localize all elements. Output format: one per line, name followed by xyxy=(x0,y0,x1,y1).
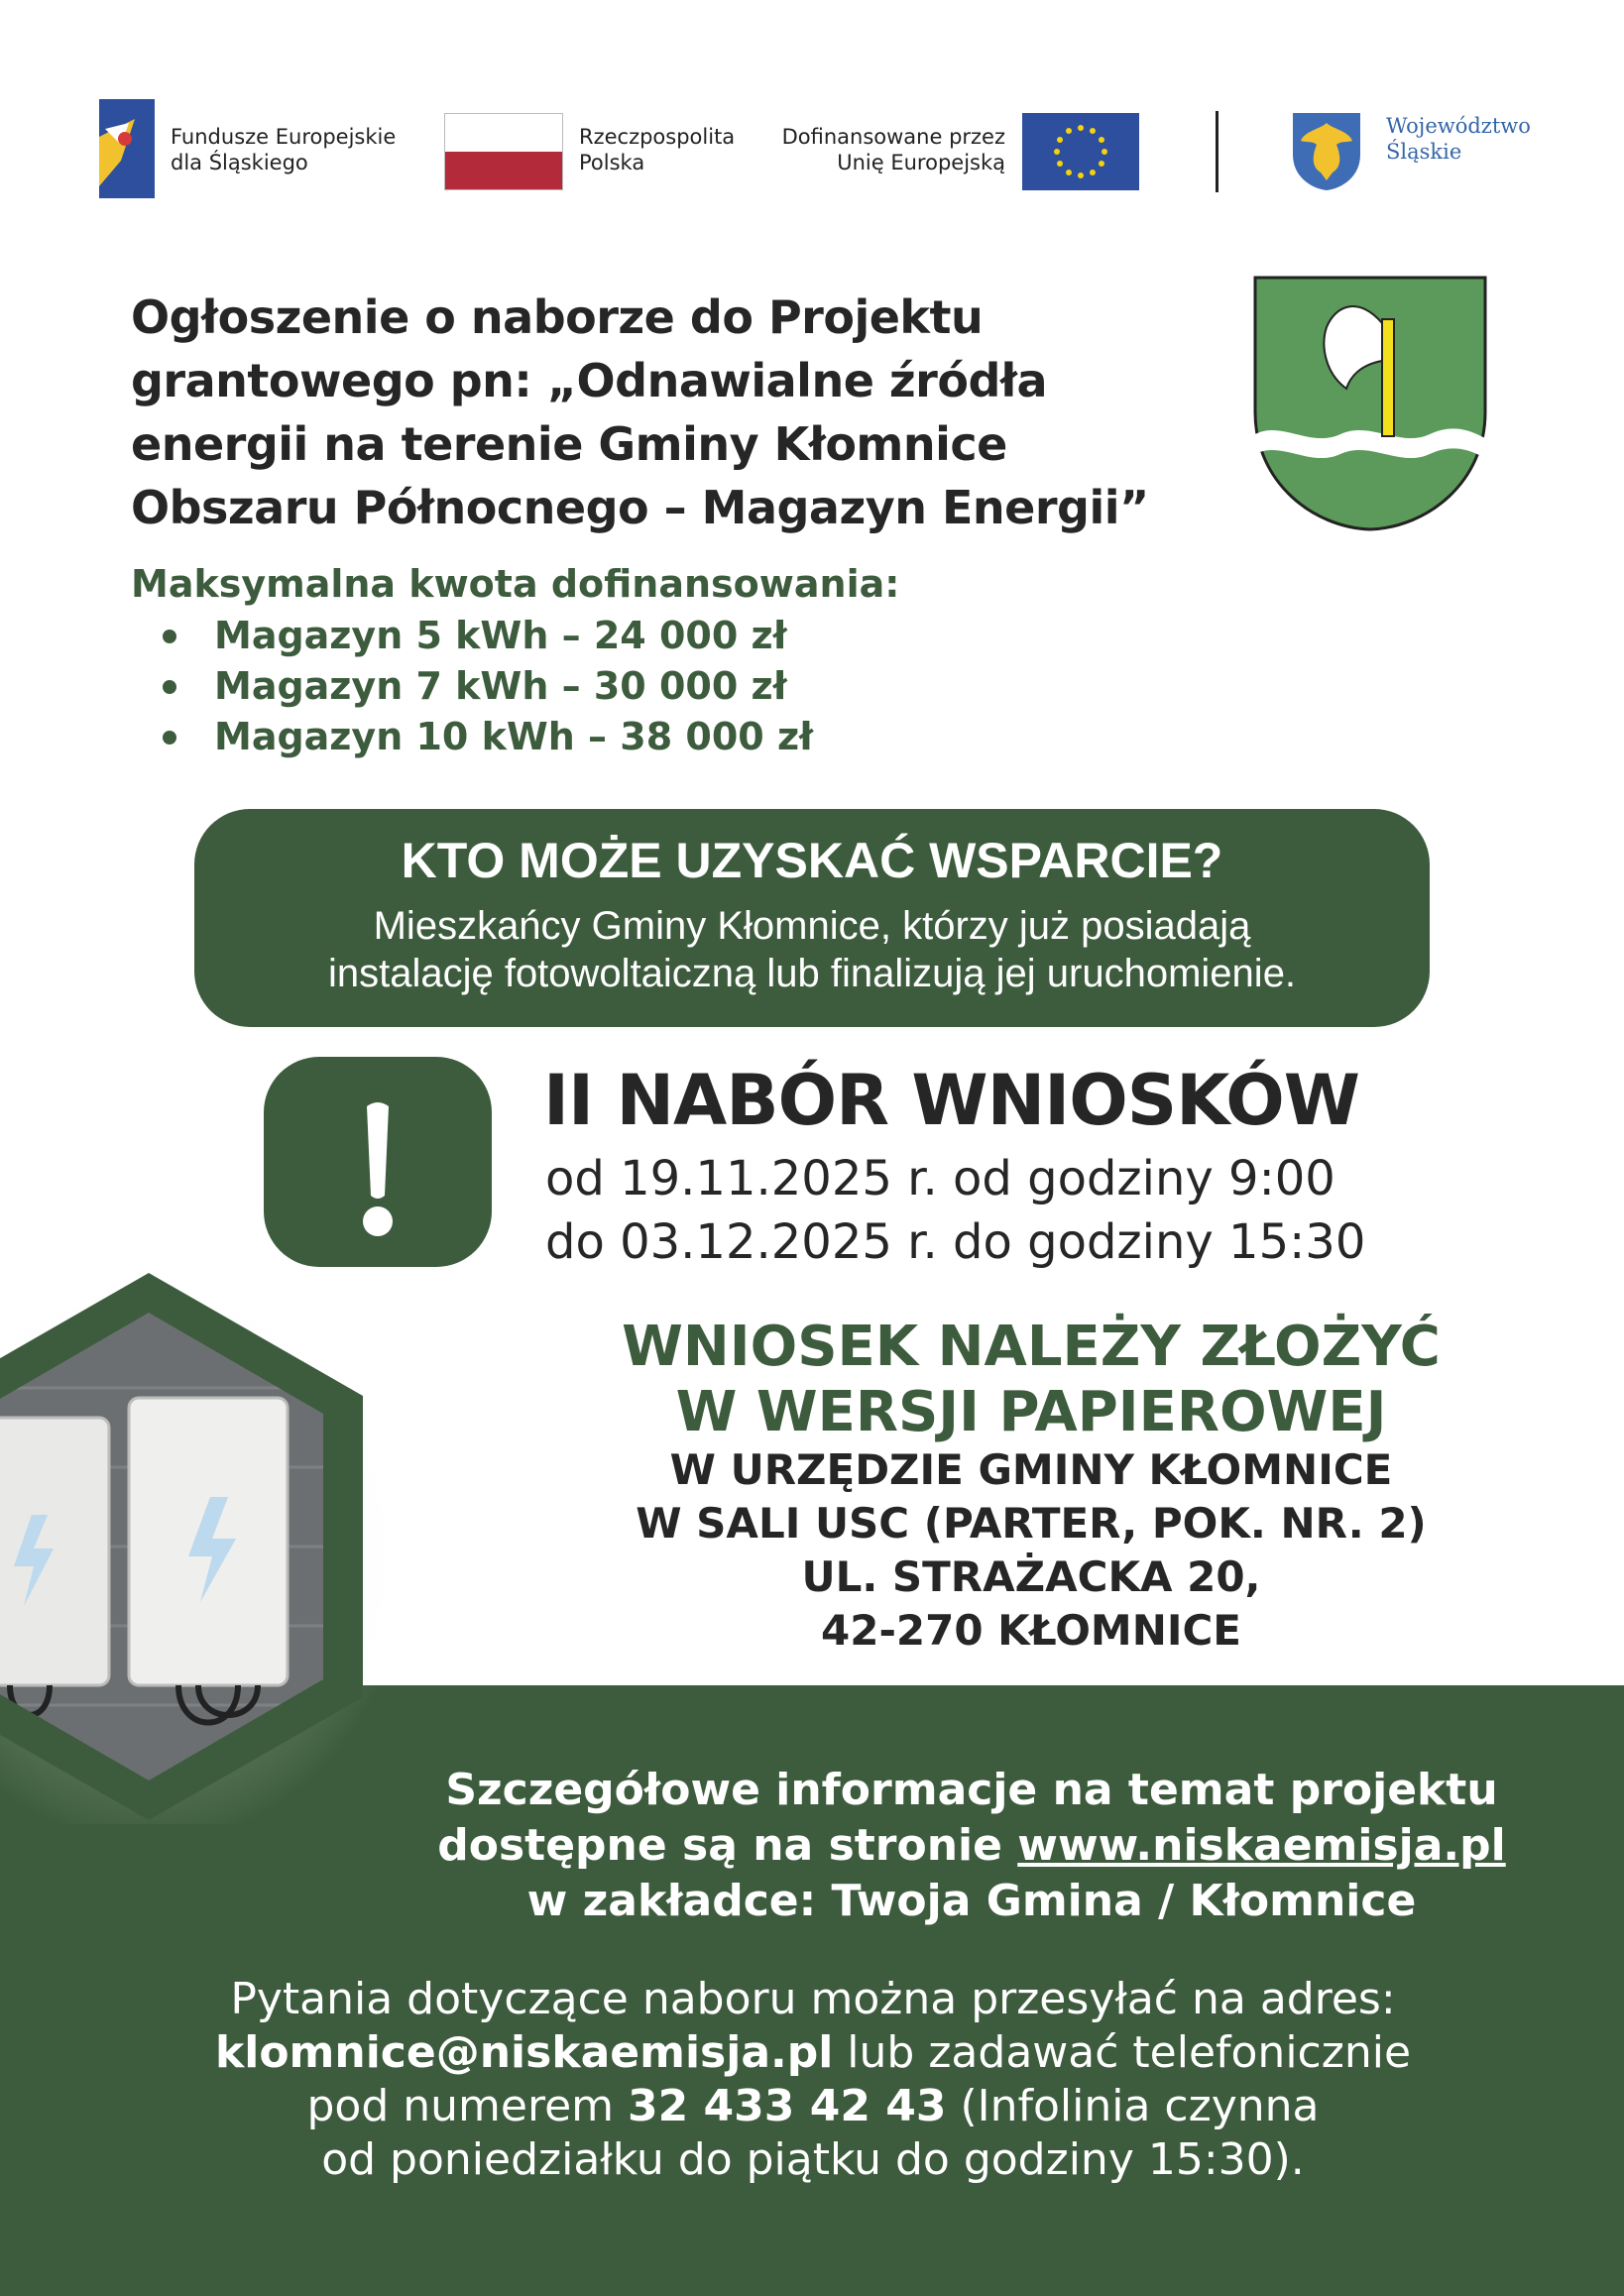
eu-flag-icon xyxy=(1022,113,1139,190)
gmina-klomnice-crest-icon xyxy=(1251,274,1489,533)
logo-bar xyxy=(0,99,1624,208)
website-link[interactable]: www.niskaemisja.pl xyxy=(1017,1820,1506,1871)
funding-list xyxy=(159,611,813,762)
funding-label: Maksymalna kwota dofinansowania: xyxy=(131,562,900,606)
exclamation-badge xyxy=(264,1057,492,1267)
fundusze-europejskie-logo-icon xyxy=(99,99,155,198)
funding-item xyxy=(159,611,813,661)
pl-text-line1: Rzeczpospolita xyxy=(579,125,736,149)
address-line4: 42-270 KŁOMNICE xyxy=(821,1606,1241,1655)
project-info xyxy=(327,1763,1616,1929)
submission-line2: W WERSJI PAPIEROWEJ xyxy=(675,1380,1387,1444)
poland-flag-icon xyxy=(444,113,563,190)
address-line1: W URZĘDZIE GMINY KŁOMNICE xyxy=(669,1445,1393,1494)
contact-line2-suffix: lub zadawać telefonicznie xyxy=(833,2027,1412,2078)
sl-text-line1: Województwo xyxy=(1386,114,1531,138)
headline-line4: Obszaru Północnego – Magazyn Energii” xyxy=(131,481,1149,534)
headline-line3: energii na terenie Gminy Kłomnice xyxy=(131,417,1007,471)
phone-number[interactable]: 32 433 42 43 xyxy=(628,2081,947,2131)
info-line1: Szczegółowe informacje na temat projektu xyxy=(445,1765,1498,1815)
announcement-headline xyxy=(131,286,1251,539)
wojewodztwo-slaskie-text xyxy=(1386,113,1531,165)
eu-funding-text xyxy=(754,124,1005,175)
energy-storage-hexagon-image xyxy=(0,1269,456,1824)
contact-line4: od poniedziałku do piątku do godziny 15:30). xyxy=(321,2134,1305,2185)
nabor-date-from: od 19.11.2025 r. od godziny 9:00 xyxy=(545,1151,1335,1206)
address-line3: UL. STRAŻACKA 20, xyxy=(801,1552,1261,1601)
sl-text-line2: Śląskie xyxy=(1386,140,1462,164)
fe-text-line2: dla Śląskiego xyxy=(171,151,308,174)
info-line3: w zakładce: Twoja Gmina / Kłomnice xyxy=(526,1876,1417,1926)
eligibility-box xyxy=(194,809,1430,1027)
eligibility-body xyxy=(194,902,1430,997)
slaskie-crest-icon xyxy=(1291,111,1362,192)
nabor-title: II NABÓR WNIOSKÓW xyxy=(543,1060,1359,1141)
eu-text-line1: Dofinansowane przez xyxy=(781,125,1005,149)
fundusze-europejskie-text xyxy=(171,124,396,175)
headline-line1: Ogłoszenie o naborze do Projektu xyxy=(131,290,984,344)
funding-item xyxy=(159,712,813,762)
contact-line3-prefix: pod numerem xyxy=(306,2081,628,2131)
contact-line3 xyxy=(59,2080,1566,2133)
bullet-icon xyxy=(163,680,176,694)
logo-divider xyxy=(1216,111,1218,192)
contact-line3-suffix: (Infolinia czynna xyxy=(946,2081,1320,2131)
fe-text-line1: Fundusze Europejskie xyxy=(171,125,397,149)
funding-item xyxy=(159,661,813,712)
pl-text-line2: Polska xyxy=(579,151,645,174)
eligibility-line2: instalację fotowoltaiczną lub finalizują jej uruchomienie. xyxy=(327,952,1297,995)
info-line2-prefix: dostępne są na stronie xyxy=(437,1820,1018,1871)
info-line2 xyxy=(327,1818,1616,1874)
funding-item-text: Magazyn 10 kWh – 38 000 zł xyxy=(214,715,814,758)
address-line2: W SALI USC (PARTER, POK. NR. 2) xyxy=(636,1499,1427,1548)
submission-line1: WNIOSEK NALEŻY ZŁOŻYĆ xyxy=(622,1315,1441,1379)
rzeczpospolita-text xyxy=(579,124,735,175)
contact-line2 xyxy=(59,2026,1566,2080)
eligibility-title: KTO MOŻE UZYSKAĆ WSPARCIE? xyxy=(401,833,1223,888)
submission-instruction xyxy=(585,1315,1477,1445)
headline-line2: grantowego pn: „Odnawialne źródła xyxy=(131,354,1048,407)
contact-line1: Pytania dotyczące naboru można przesyłać na adres: xyxy=(230,1974,1396,2024)
funding-item-text: Magazyn 5 kWh – 24 000 zł xyxy=(214,614,787,657)
bullet-icon xyxy=(163,731,176,745)
contact-info xyxy=(59,1973,1566,2187)
bullet-icon xyxy=(163,630,176,643)
exclamation-icon xyxy=(264,1057,492,1267)
email-link[interactable]: klomnice@niskaemisja.pl xyxy=(214,2027,834,2078)
eligibility-line1: Mieszkańcy Gminy Kłomnice, którzy już posiadają xyxy=(373,904,1251,948)
funding-item-text: Magazyn 7 kWh – 30 000 zł xyxy=(214,664,787,708)
eu-text-line2: Unię Europejską xyxy=(837,151,1005,174)
nabor-date-to: do 03.12.2025 r. do godziny 15:30 xyxy=(545,1214,1366,1270)
submission-address xyxy=(585,1443,1477,1658)
